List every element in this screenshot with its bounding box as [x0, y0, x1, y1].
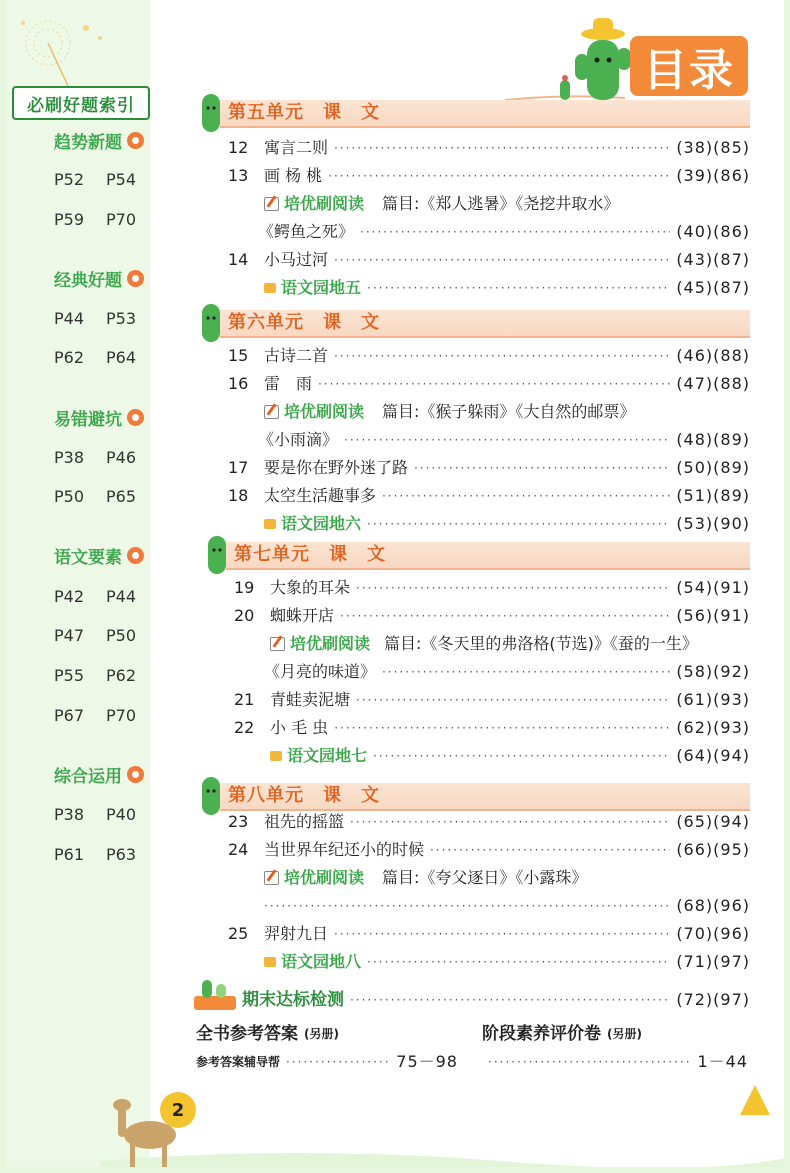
entry-pages: (38)(85) — [676, 138, 750, 157]
entry-title: 小马过河 — [264, 250, 329, 269]
entry-title: 画 杨 桃 — [264, 166, 323, 185]
unit-label: 第六单元 课 文 — [228, 312, 380, 333]
entry-title: 大象的耳朵 — [270, 578, 351, 597]
page-ref: P50 — [54, 487, 85, 506]
page-ref: P61 — [54, 845, 85, 864]
entry-pages: (51)(89) — [676, 486, 750, 505]
guide-label: 参考答案辅导帮 — [196, 1055, 281, 1069]
page-ref: P70 — [106, 210, 137, 229]
entry-pages: (45)(87) — [676, 278, 750, 297]
reading-titles: 篇目:《夸父逐日》《小露珠》 — [382, 868, 588, 887]
entry-title: 语文园地六 — [281, 514, 362, 533]
entry-pages: (43)(87) — [676, 250, 750, 269]
entry-pages: (72)(97) — [676, 990, 750, 1009]
entry-number: 17 — [228, 458, 249, 477]
unit-label: 第八单元 课 文 — [228, 785, 380, 806]
entry-pages: (48)(89) — [676, 430, 750, 449]
page-ref: P50 — [106, 626, 137, 645]
entry-title: 寓言二则 — [264, 138, 329, 157]
entry-number: 12 — [228, 138, 249, 157]
reading-titles: 篇目:《郑人逃暑》《尧挖井取水》 — [382, 194, 620, 213]
entry-number: 19 — [234, 578, 255, 597]
page-ref: P47 — [54, 626, 85, 645]
entry-pages: (40)(86) — [676, 222, 750, 241]
entry-pages: (53)(90) — [676, 514, 750, 533]
entry-number: 24 — [228, 840, 249, 859]
page-ref: P62 — [54, 348, 85, 367]
page-ref: P63 — [106, 845, 137, 864]
entry-title: 《鳄鱼之死》 — [258, 222, 355, 241]
entry-pages: (65)(94) — [676, 812, 750, 831]
entry-pages: (56)(91) — [676, 606, 750, 625]
entry-title: 语文园地五 — [281, 278, 362, 297]
entry-number: 22 — [234, 718, 255, 737]
entry-pages: (39)(86) — [676, 166, 750, 185]
entry-pages: (47)(88) — [676, 374, 750, 393]
page-ref: P40 — [106, 805, 137, 824]
reading-label: 培优刷阅读 — [284, 194, 365, 213]
entry-number: 14 — [228, 250, 249, 269]
page-ref: P52 — [54, 170, 85, 189]
page-ref: P38 — [54, 805, 85, 824]
category-label: 易错避坑 — [54, 409, 122, 430]
entry-title: 羿射九日 — [264, 924, 329, 943]
page-ref: P59 — [54, 210, 85, 229]
entry-title: 语文园地七 — [287, 746, 368, 765]
entry-pages: (62)(93) — [676, 718, 750, 737]
entry-pages: (61)(93) — [676, 690, 750, 709]
entry-title: 小 毛 虫 — [270, 718, 329, 737]
entry-pages: (50)(89) — [676, 458, 750, 477]
entry-title: 太空生活趣事多 — [264, 486, 377, 505]
page-ref: P42 — [54, 587, 85, 606]
reading-titles: 篇目:《冬天里的弗洛格(节选)》《蚕的一生》 — [384, 634, 698, 653]
unit-label: 第七单元 课 文 — [234, 544, 386, 565]
category-label: 经典好题 — [54, 270, 122, 291]
entry-pages: (71)(97) — [676, 952, 750, 971]
entry-pages: (68)(96) — [676, 896, 750, 915]
page-title: 目录 — [630, 36, 748, 96]
entry-number: 15 — [228, 346, 249, 365]
page-ref: P46 — [106, 448, 137, 467]
entry-title: 《小雨滴》 — [258, 430, 339, 449]
entry-title: 语文园地八 — [281, 952, 362, 971]
entry-title: 雷 雨 — [264, 374, 313, 393]
entry-pages: (46)(88) — [676, 346, 750, 365]
entry-title: 祖先的摇篮 — [264, 812, 345, 831]
page-number: 2 — [160, 1092, 196, 1128]
entry-title: 当世界年纪还小的时候 — [264, 840, 425, 859]
entry-title: 《月亮的味道》 — [264, 662, 377, 681]
entry-title: 古诗二首 — [264, 346, 329, 365]
category-label: 语文要素 — [54, 547, 122, 568]
page-ref: P44 — [54, 309, 85, 328]
entry-pages: (66)(95) — [676, 840, 750, 859]
entry-title: 要是你在野外迷了路 — [264, 458, 409, 477]
eval-note: (另册) — [607, 1027, 642, 1041]
entry-title: 蜘蛛开店 — [270, 606, 335, 625]
reading-titles: 篇目:《猴子躲雨》《大自然的邮票》 — [382, 402, 636, 421]
page-ref: P53 — [106, 309, 137, 328]
category-label: 趋势新题 — [54, 132, 122, 153]
page-ref: P70 — [106, 706, 137, 725]
page-ref: P67 — [54, 706, 85, 725]
entry-number: 16 — [228, 374, 249, 393]
eval-pages: 1－44 — [697, 1052, 748, 1071]
entry-number: 20 — [234, 606, 255, 625]
entry-pages: (64)(94) — [676, 746, 750, 765]
reading-label: 培优刷阅读 — [284, 402, 365, 421]
entry-number: 25 — [228, 924, 249, 943]
guide-pages: 75－98 — [396, 1052, 458, 1071]
page-ref: P62 — [106, 666, 137, 685]
answers-note: (另册) — [304, 1027, 339, 1041]
entry-pages: (54)(91) — [676, 578, 750, 597]
page-ref: P38 — [54, 448, 85, 467]
answers-title: 全书参考答案 — [196, 1024, 298, 1044]
page-ref: P44 — [106, 587, 137, 606]
category-label: 综合运用 — [54, 766, 122, 787]
reading-label: 培优刷阅读 — [284, 868, 365, 887]
page-ref: P65 — [106, 487, 137, 506]
page-ref: P54 — [106, 170, 137, 189]
entry-title: 期末达标检测 — [242, 990, 344, 1010]
page-ref: P55 — [54, 666, 85, 685]
unit-label: 第五单元 课 文 — [228, 102, 380, 123]
page-ref: P64 — [106, 348, 137, 367]
entry-pages: (58)(92) — [676, 662, 750, 681]
entry-number: 18 — [228, 486, 249, 505]
entry-title: 青蛙卖泥塘 — [270, 690, 351, 709]
index-header: 必刷好题索引 — [12, 86, 150, 120]
entry-number: 21 — [234, 690, 255, 709]
entry-pages: (70)(96) — [676, 924, 750, 943]
entry-number: 13 — [228, 166, 249, 185]
eval-title: 阶段素养评价卷 — [482, 1024, 601, 1044]
reading-label: 培优刷阅读 — [290, 634, 371, 653]
entry-number: 23 — [228, 812, 249, 831]
